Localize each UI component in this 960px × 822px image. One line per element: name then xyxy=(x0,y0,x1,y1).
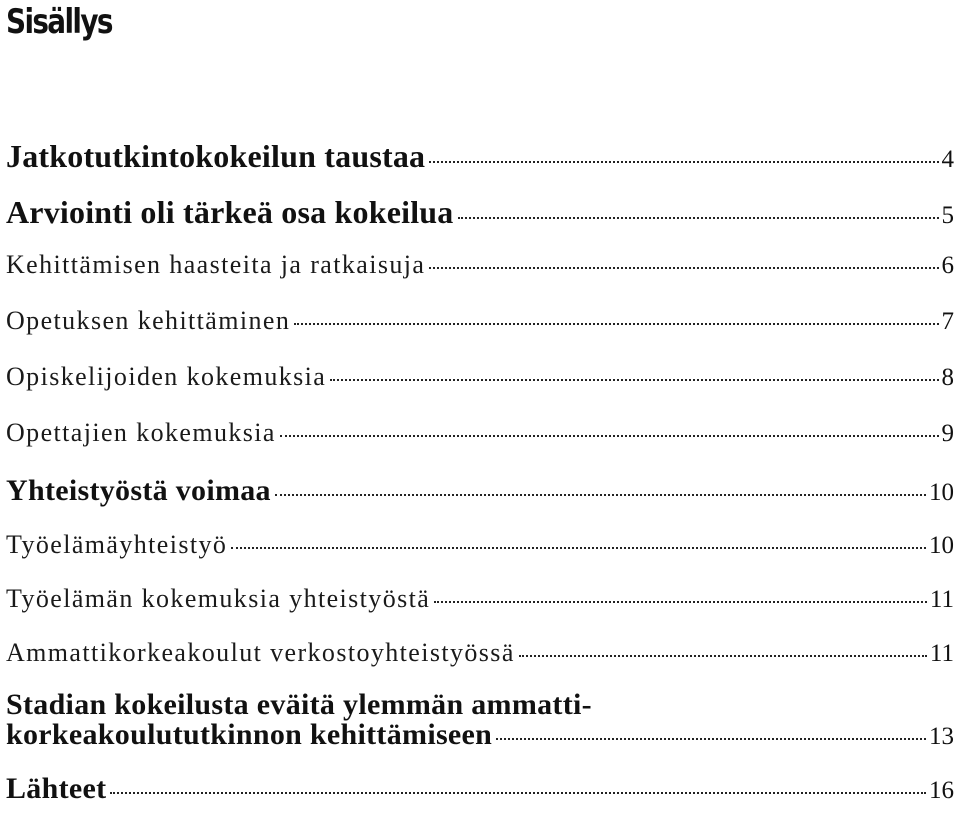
toc-entry-jatkotutkintokokeilun-taustaa[interactable] xyxy=(6,140,954,196)
toc-page-number: 13 xyxy=(929,723,954,750)
toc-entry-kehittamisen-haasteita[interactable] xyxy=(6,252,954,308)
table-of-contents xyxy=(6,140,954,822)
toc-page-number: 7 xyxy=(941,308,954,335)
dot-leader xyxy=(294,323,938,325)
toc-entry-title: Opettajien kokemuksia xyxy=(6,418,276,447)
toc-entry-title: Työelämäyhteistyö xyxy=(6,530,228,559)
toc-entry-title: Yhteistyöstä voimaa xyxy=(6,474,271,507)
toc-entry-opettajien-kokemuksia[interactable] xyxy=(6,420,954,476)
toc-entry-title: Ammattikorkeakoulut verkostoyhteistyössä xyxy=(6,638,515,667)
toc-page-number: 9 xyxy=(941,420,954,447)
toc-page-number: 6 xyxy=(941,252,954,279)
toc-entry-title-line1: Stadian kokeilusta eväitä ylemmän ammatti- xyxy=(6,688,592,721)
toc-page-number: 10 xyxy=(929,479,954,506)
dot-leader xyxy=(496,738,926,740)
dot-leader xyxy=(280,435,939,437)
toc-entry-tyoelamayhteistyo[interactable] xyxy=(6,532,954,586)
toc-entry-title-line2: korkeakoulututkinnon kehittämiseen xyxy=(6,718,493,751)
dot-leader xyxy=(330,379,938,381)
dot-leader xyxy=(275,494,926,496)
toc-entry-arviointi[interactable] xyxy=(6,196,954,252)
dot-leader xyxy=(434,601,927,603)
toc-entry-title: Opetuksen kehittäminen xyxy=(6,306,291,335)
toc-page-number: 8 xyxy=(941,364,954,391)
toc-page-number: 11 xyxy=(929,640,954,667)
toc-page-number: 11 xyxy=(929,586,954,613)
dot-leader xyxy=(519,655,927,657)
toc-entry-title: Lähteet xyxy=(6,772,107,805)
dot-leader xyxy=(458,217,939,219)
toc-entry-title: Arviointi oli tärkeä osa kokeilua xyxy=(6,194,454,230)
dot-leader xyxy=(429,267,938,269)
toc-entry-yhteistyosta-voimaa[interactable] xyxy=(6,476,954,532)
dot-leader xyxy=(231,547,926,549)
toc-page-number: 4 xyxy=(941,146,954,173)
toc-page-number: 5 xyxy=(941,202,954,229)
toc-entry-stadian-kokeilusta[interactable] xyxy=(6,690,954,774)
dot-leader xyxy=(429,161,938,163)
dot-leader xyxy=(110,792,926,794)
toc-page-number: 10 xyxy=(929,532,954,559)
toc-entry-title: Kehittämisen haasteita ja ratkaisuja xyxy=(6,250,426,279)
toc-entry-title: Työelämän kokemuksia yhteistyöstä xyxy=(6,584,431,613)
toc-entry-title: Jatkotutkintokokeilun taustaa xyxy=(6,138,426,174)
toc-entry-ammattikorkeakoulut[interactable] xyxy=(6,640,954,690)
toc-entry-lahteet[interactable] xyxy=(6,774,954,822)
toc-page-number: 16 xyxy=(929,777,954,804)
toc-entry-tyoelaman-kokemuksia[interactable] xyxy=(6,586,954,640)
toc-entry-opiskelijoiden-kokemuksia[interactable] xyxy=(6,364,954,420)
toc-entry-opetuksen-kehittaminen[interactable] xyxy=(6,308,954,364)
toc-entry-title: Opiskelijoiden kokemuksia xyxy=(6,362,327,391)
page-title: Sisällys xyxy=(6,2,112,42)
